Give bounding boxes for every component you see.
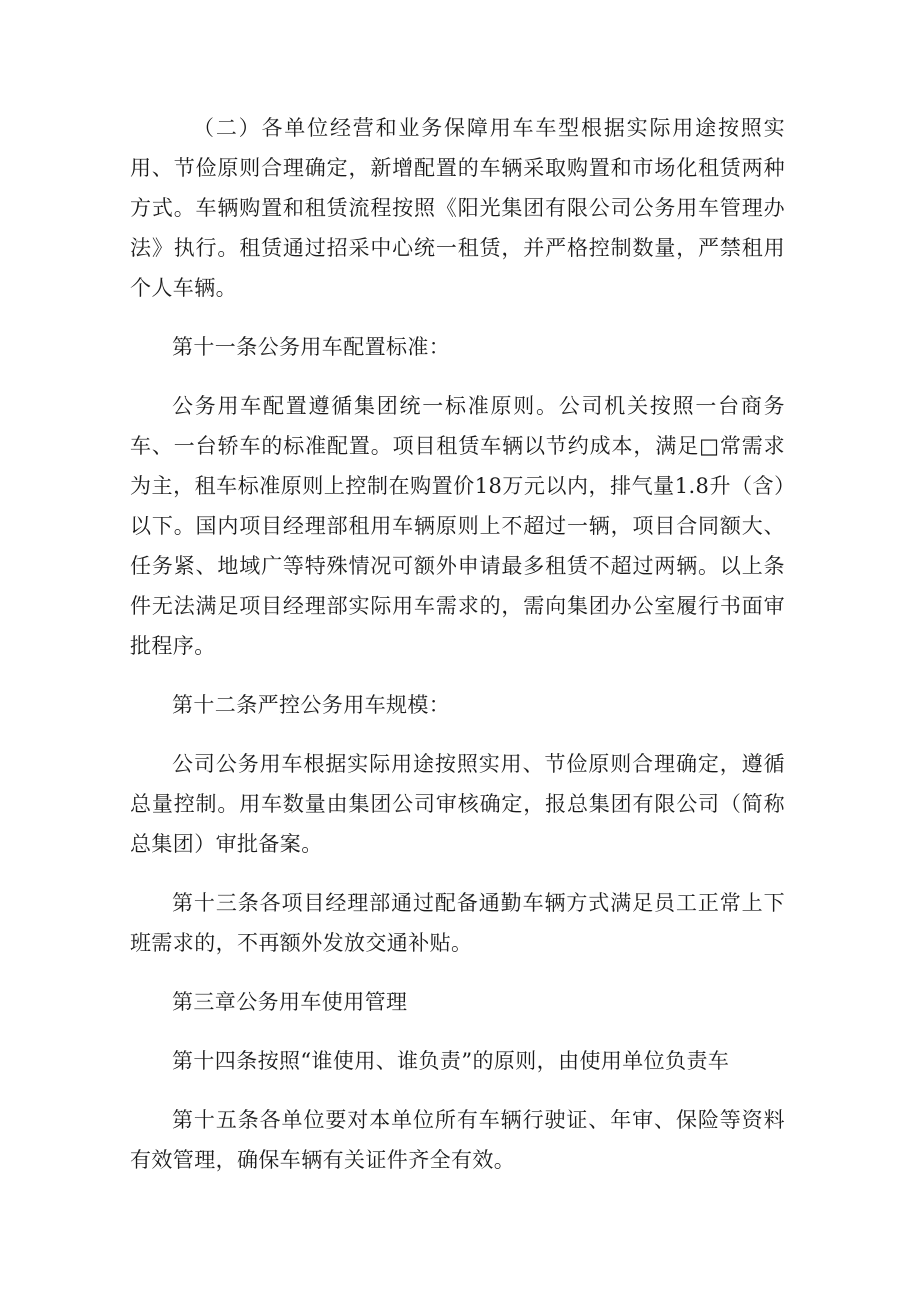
paragraph-article-13: 第十三条各项目经理部通过配备通勤车辆方式满足员工正常上下班需求的，不再额外发放交通补贴。 xyxy=(130,891,785,955)
paragraph-vehicle-types: （二）各单位经营和业务保障用车车型根据实际用途按照实用、节俭原则合理确定，新增配置的车辆采取购置和市场化租赁两种方式。车辆购置和租赁流程按照《阳光集团有限公司公务用车管理办法》执行。租赁通过招采中心统一租赁，并严格控制数量，严禁租用个人车辆。 xyxy=(130,116,785,300)
paragraph-article-11-heading: 第十一条公务用车配置标准： xyxy=(172,335,451,359)
paragraph-article-14: 第十四条按照“谁使用、谁负责”的原则，由使用单位负责车 xyxy=(172,1049,730,1073)
paragraph-chapter-3-heading: 第三章公务用车使用管理 xyxy=(172,990,408,1014)
paragraph-article-12-heading: 第十二条严控公务用车规模： xyxy=(172,693,451,717)
paragraph-article-15: 第十五条各单位要对本单位所有车辆行驶证、年审、保险等资料有效管理，确保车辆有关证件齐全有效。 xyxy=(130,1108,785,1172)
paragraph-article-11-body: 公务用车配置遵循集团统一标准原则。公司机关按照一台商务车、一台轿车的标准配置。项目租赁车辆以节约成本，满足□常需求为主，租车标准原则上控制在购置价18万元以内，排气量1.8升（含）以下。国内项目经理部租用车辆原则上不超过一辆，项目合同额大、任务紧、地域广等特殊情况可额外申请最多租赁不超过两辆。以上条件无法满足项目经理部实际用车需求的，需向集团办公室履行书面审批程序。 xyxy=(130,394,785,658)
paragraph-article-12-body: 公司公务用车根据实际用途按照实用、节俭原则合理确定，遵循总量控制。用车数量由集团公司审核确定，报总集团有限公司（简称总集团）审批备案。 xyxy=(130,752,785,856)
document-body xyxy=(130,108,785,1199)
